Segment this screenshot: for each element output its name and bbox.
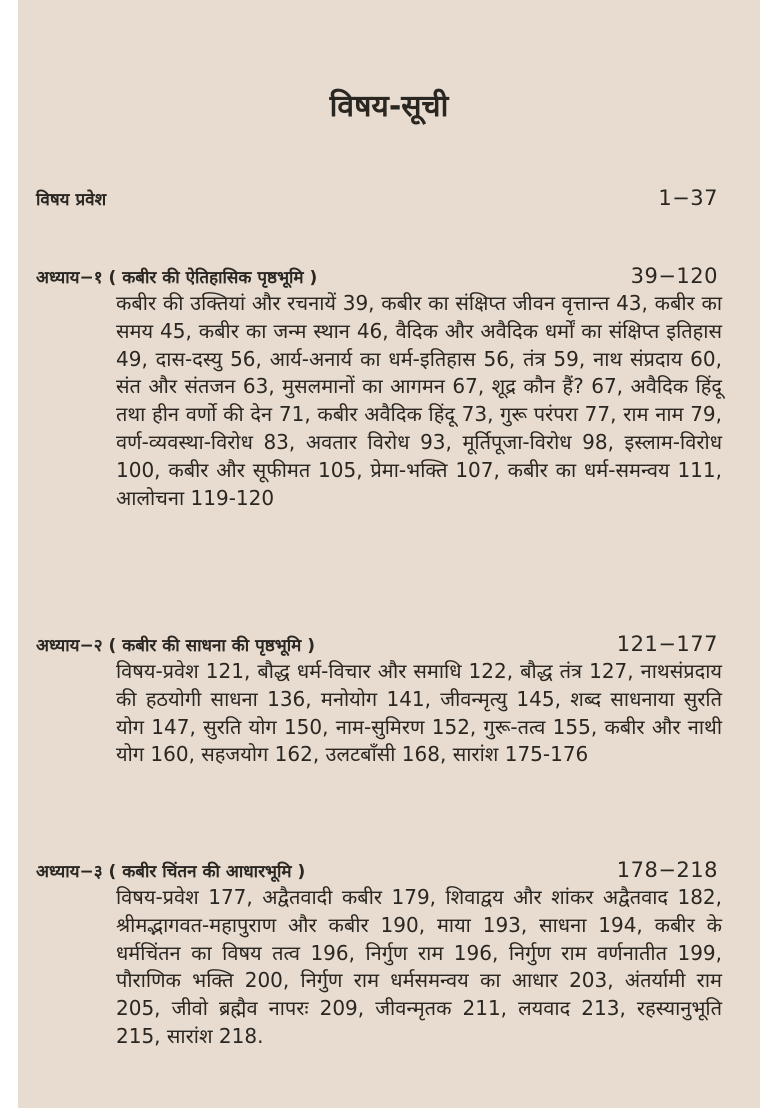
entry-intro <box>36 186 718 210</box>
book-page <box>18 0 760 1108</box>
entry-pages: 39−120 <box>630 264 718 288</box>
entry-chapter-1 <box>36 264 718 288</box>
chapter-1-contents: कबीर की उक्तियां और रचनायें 39, कबीर का संक्षिप्त जीवन वृत्तान्त 43, कबीर का समय 45, कबीर का जन्म स्थान 46, वैदिक और अवैदिक धर्मों का संक्षिप्त इतिहास 49, दास-दस्यु 56, आर्य-अनार्य का धर्म-इतिहास 56, तंत्र 59, नाथ संप्रदाय 60, संत और संतजन 63, मुसलमानों का आगमन 67, शूद्र कौन हैं? 67, अवैदिक हिंदू तथा हीन वर्णो की देन 71, कबीर अवैदिक हिंदू 73, गुरू परंपरा 77, राम नाम 79, वर्ण-व्यवस्था-विरोध 83, अवतार विरोध 93, मूर्तिपूजा-विरोध 98, इस्लाम-विरोध 100, कबीर और सूफीमत 105, प्रेमा-भक्ति 107, कबीर का धर्म-समन्वय 111, आलोचना 119-120 <box>116 291 722 510</box>
entry-label: अध्याय−२ ( कबीर की साधना की पृष्ठभूमि ) <box>36 636 315 656</box>
entry-chapter-3 <box>36 858 718 882</box>
entry-label: अध्याय−१ ( कबीर की ऐतिहासिक पृष्ठभूमि ) <box>36 268 318 288</box>
page-title: विषय-सूची <box>329 89 449 124</box>
chapter-2-contents: विषय-प्रवेश 121, बौद्ध धर्म-विचार और समाधि 122, बौद्ध तंत्र 127, नाथसंप्रदाय की हठयोगी साधना 136, मनोयोग 141, जीवन्मृत्यु 145, शब्द साधनाया सुरति योग 147, सुरति योग 150, नाम-सुमिरण 152, गुरू-तत्व 155, कबीर और नाथी योग 160, सहजयोग 162, उलटबाँसी 168, सारांश 175-176 <box>116 659 722 767</box>
entry-chapter-2 <box>36 632 718 656</box>
entry-label: अध्याय−३ ( कबीर चिंतन की आधारभूमि ) <box>36 862 306 882</box>
entry-label: विषय प्रवेश <box>36 190 107 210</box>
entry-pages: 178−218 <box>616 858 718 882</box>
chapter-3-contents: विषय-प्रवेश 177, अद्वैतवादी कबीर 179, शिवाद्वय और शांकर अद्वैतवाद 182, श्रीमद्भागवत-महापुराण और कबीर 190, माया 193, साधना 194, कबीर के धर्मचिंतन का विषय तत्व 196, निर्गुण राम 196, निर्गुण राम वर्णनातीत 199, पौराणिक भक्ति 200, निर्गुण राम धर्मसमन्वय का आधार 203, अंतर्यामी राम 205, जीवो ब्रह्मैव नापरः 209, जीवन्मृतक 211, लयवाद 213, रहस्यानुभूति 215, सारांश 218. <box>116 885 722 1048</box>
entry-pages: 1−37 <box>658 186 718 210</box>
entry-pages: 121−177 <box>616 632 718 656</box>
